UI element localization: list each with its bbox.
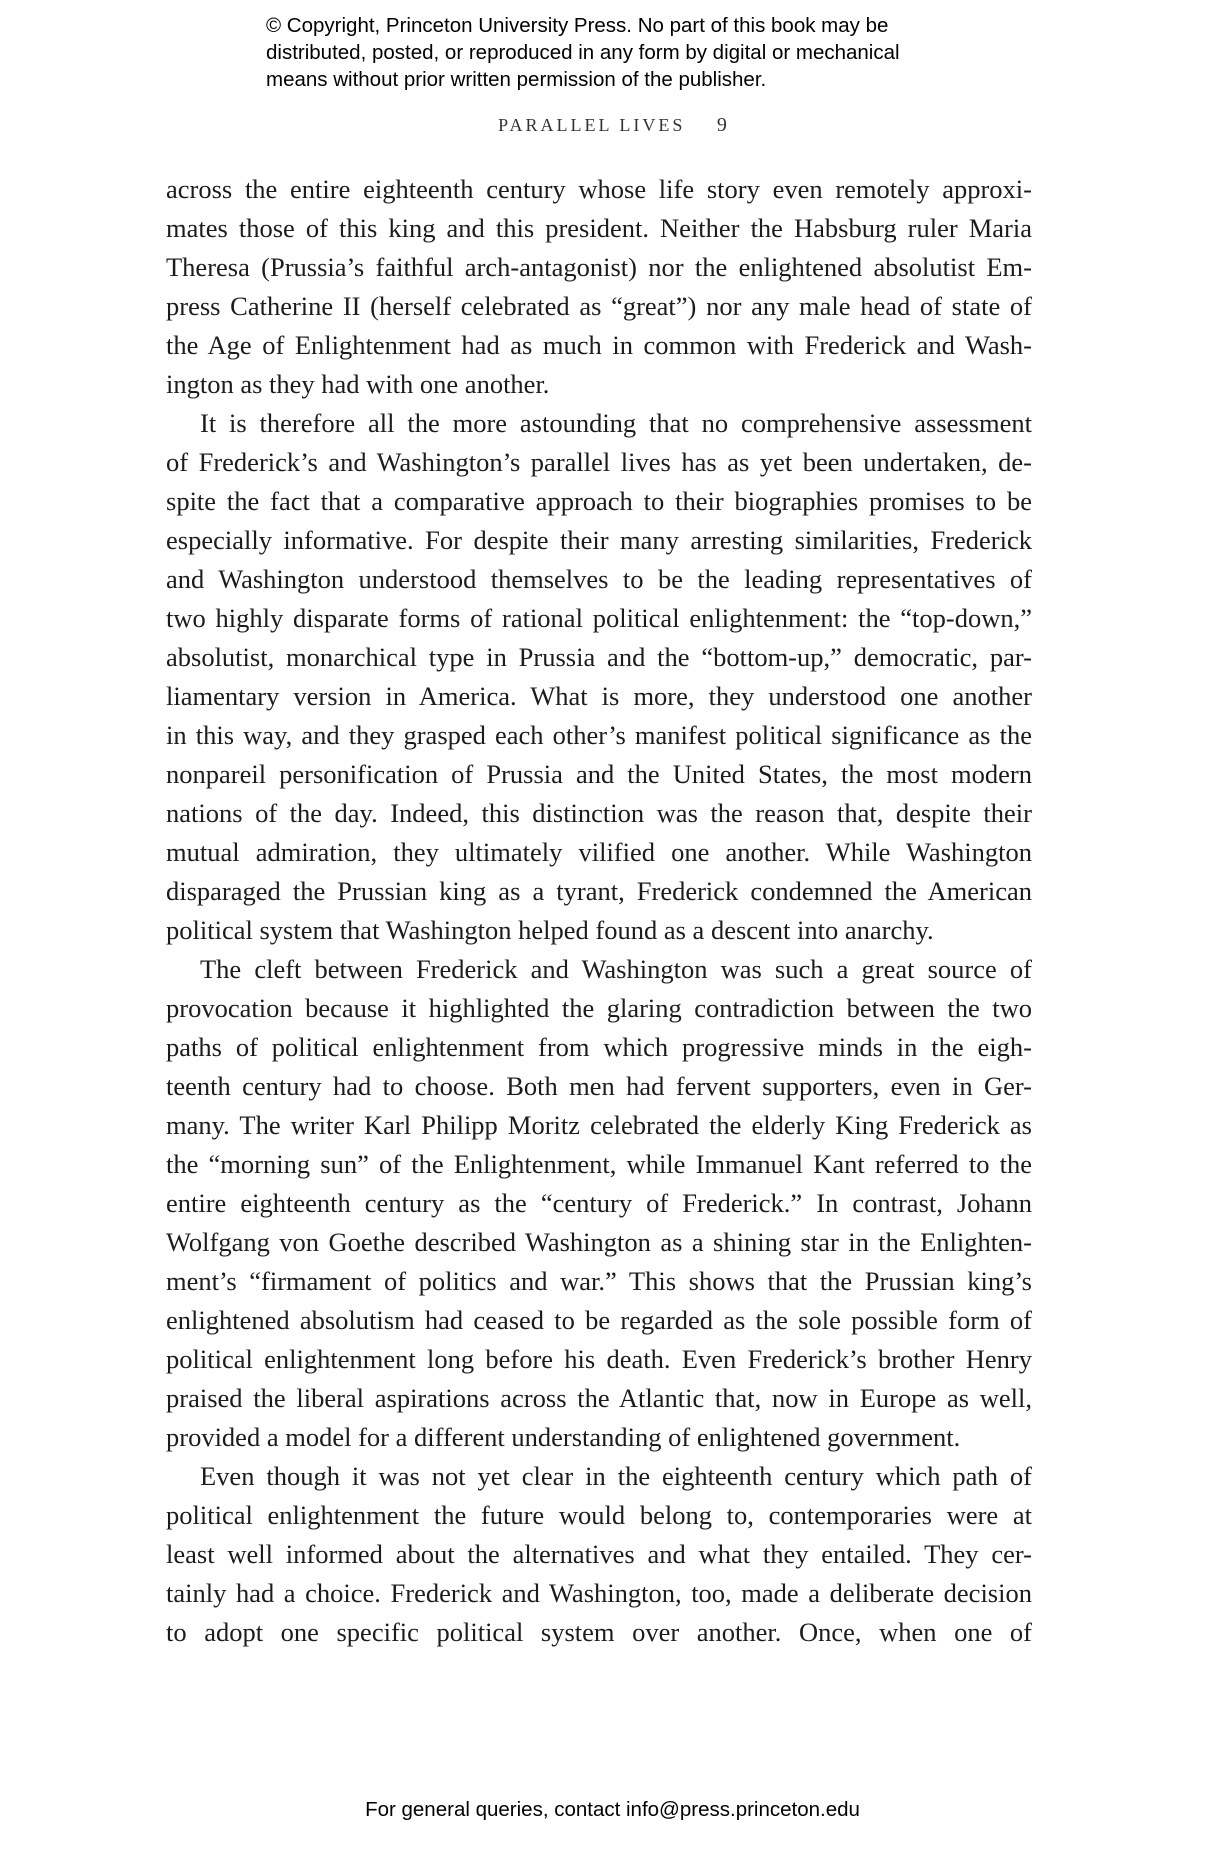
text-line: the Age of Enlightenment had as much in common with Frederick and Wash-	[166, 330, 1032, 360]
text-line: political system that Washington helped found as a descent into anarchy.	[166, 915, 934, 945]
text-line: It is therefore all the more astounding that no comprehensive assessment	[200, 408, 1032, 438]
copyright-line: distributed, posted, or reproduced in any form by digital or mechanical	[266, 41, 900, 64]
text-line: ington as they had with one another.	[166, 369, 550, 399]
text-line: least well informed about the alternatives and what they entailed. They cer-	[166, 1539, 1032, 1569]
copyright-notice	[266, 12, 1026, 93]
text-line: provocation because it highlighted the glaring contradiction between the two	[166, 993, 1032, 1023]
text-line: especially informative. For despite their many arresting similarities, Frederick	[166, 525, 1032, 555]
text-line: tainly had a choice. Frederick and Washington, too, made a deliberate decision	[166, 1578, 1032, 1608]
copyright-line: © Copyright, Princeton University Press. No part of this book may be	[266, 14, 889, 37]
text-line: teenth century had to choose. Both men had fervent supporters, even in Ger-	[166, 1071, 1032, 1101]
text-line: press Catherine II (herself celebrated as “great”) nor any male head of state of	[166, 291, 1032, 321]
page-number: 9	[716, 114, 727, 136]
running-head	[0, 114, 1225, 137]
text-line: the “morning sun” of the Enlightenment, while Immanuel Kant referred to the	[166, 1149, 1032, 1179]
text-line: disparaged the Prussian king as a tyrant, Frederick condemned the American	[166, 876, 1032, 906]
text-line: two highly disparate forms of rational political enlightenment: the “top-down,”	[166, 603, 1032, 633]
text-line: Theresa (Prussia’s faithful arch-antagonist) nor the enlightened absolutist Em-	[166, 252, 1032, 282]
text-line: many. The writer Karl Philipp Moritz celebrated the elderly King Frederick as	[166, 1110, 1032, 1140]
text-line: to adopt one specific political system over another. Once, when one of	[166, 1617, 1032, 1647]
text-line: across the entire eighteenth century whose life story even remotely approxi-	[166, 174, 1032, 204]
text-line: mutual admiration, they ultimately vilified one another. While Washington	[166, 837, 1032, 867]
text-line: liamentary version in America. What is more, they understood one another	[166, 681, 1032, 711]
text-line: The cleft between Frederick and Washington was such a great source of	[200, 954, 1032, 984]
text-line: nations of the day. Indeed, this distinction was the reason that, despite their	[166, 798, 1032, 828]
text-line: and Washington understood themselves to be the leading representatives of	[166, 564, 1032, 594]
text-line: mates those of this king and this president. Neither the Habsburg ruler Maria	[166, 213, 1032, 243]
text-line: absolutist, monarchical type in Prussia and the “bottom-up,” democratic, par-	[166, 642, 1032, 672]
copyright-line: means without prior written permission of the publisher.	[266, 68, 767, 91]
text-line: paths of political enlightenment from which progressive minds in the eigh-	[166, 1032, 1032, 1062]
running-head-title: PARALLEL LIVES	[498, 115, 686, 135]
footer-contact: For general queries, contact info@press.princeton.edu	[365, 1798, 860, 1821]
text-line: praised the liberal aspirations across the Atlantic that, now in Europe as well,	[166, 1383, 1032, 1413]
text-line: Even though it was not yet clear in the eighteenth century which path of	[200, 1461, 1032, 1491]
text-line: in this way, and they grasped each other’s manifest political significance as the	[166, 720, 1032, 750]
text-line: entire eighteenth century as the “century of Frederick.” In contrast, Johann	[166, 1188, 1032, 1218]
text-line: enlightened absolutism had ceased to be regarded as the sole possible form of	[166, 1305, 1032, 1335]
text-line: nonpareil personification of Prussia and the United States, the most modern	[166, 759, 1032, 789]
text-line: political enlightenment long before his death. Even Frederick’s brother Henry	[166, 1344, 1032, 1374]
body-text	[166, 170, 1032, 1652]
text-line: Wolfgang von Goethe described Washington as a shining star in the Enlighten-	[166, 1227, 1032, 1257]
text-line: spite the fact that a comparative approach to their biographies promises to be	[166, 486, 1032, 516]
text-line: of Frederick’s and Washington’s parallel lives has as yet been undertaken, de-	[166, 447, 1032, 477]
text-line: political enlightenment the future would belong to, contemporaries were at	[166, 1500, 1032, 1530]
text-line: ment’s “firmament of politics and war.” This shows that the Prussian king’s	[166, 1266, 1032, 1296]
text-line: provided a model for a different understanding of enlightened government.	[166, 1422, 961, 1452]
